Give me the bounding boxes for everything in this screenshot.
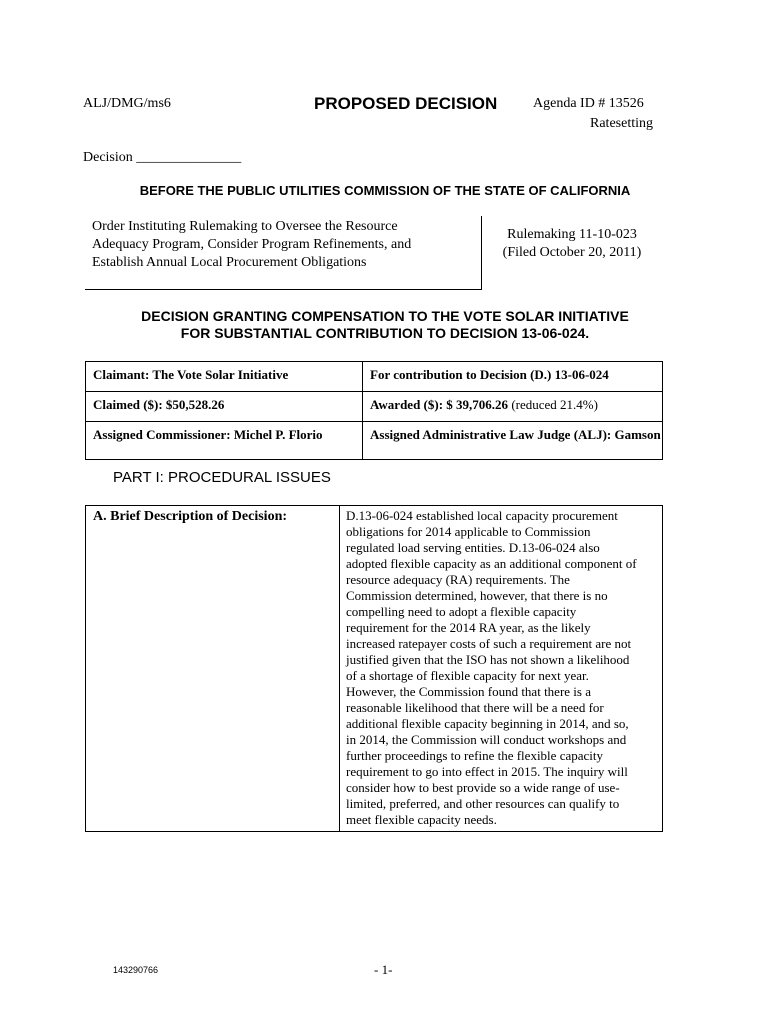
commission-heading: BEFORE THE PUBLIC UTILITIES COMMISSION OF THE STATE OF CALIFORNIA: [139, 183, 631, 198]
description-line: D.13-06-024 established local capacity procurement: [346, 508, 618, 523]
description-line: justified given that the ISO has not shown a likelihood: [346, 652, 630, 667]
decision-description-table: [85, 505, 663, 832]
claimant-cell: Claimant: The Vote Solar Initiative: [86, 362, 363, 392]
caption-rulemaking-number: [482, 226, 662, 262]
description-line: consider how to best provide so a wide range of use-: [346, 780, 620, 795]
description-line: resource adequacy (RA) requirements. The: [346, 572, 570, 587]
reduction-note: (reduced 21.4%): [508, 397, 598, 412]
commissioner-cell: Assigned Commissioner: Michel P. Florio: [86, 422, 363, 460]
footer-page-number: - 1-: [374, 962, 393, 977]
header-docket-code: ALJ/DMG/ms6: [83, 96, 171, 111]
alj-cell: Assigned Administrative Law Judge (ALJ): Gamson: [363, 422, 663, 460]
awarded-amount: Awarded ($): $ 39,706.26: [370, 397, 509, 412]
footer-document-number: 143290766: [113, 965, 159, 975]
description-line: requirement to go into effect in 2015. The inquiry will: [346, 764, 628, 779]
description-line: limited, preferred, and other resources can qualify to: [346, 796, 620, 811]
claimed-amount-cell: Claimed ($): $50,528.26: [86, 392, 363, 422]
description-line: increased ratepayer costs of such a requirement are not: [346, 636, 632, 651]
description-text: [340, 506, 663, 832]
description-line: compelling need to adopt a flexible capacity: [346, 604, 577, 619]
decision-title-line: FOR SUBSTANTIAL CONTRIBUTION TO DECISION 13-06-024.: [180, 325, 590, 341]
description-line: reasonable likelihood that there will be a need for: [346, 700, 604, 715]
decision-title-line: DECISION GRANTING COMPENSATION TO THE VOTE SOLAR INITIATIVE: [141, 308, 629, 324]
decision-number-line: Decision _______________: [83, 150, 242, 165]
awarded-amount-cell: [363, 392, 663, 422]
claim-summary-table: [85, 361, 663, 460]
description-label: A. Brief Description of Decision:: [86, 506, 340, 832]
description-line: further proceedings to refine the flexible capacity: [346, 748, 603, 763]
table-row: [86, 392, 663, 422]
description-line: regulated load serving entities. D.13-06-024 also: [346, 540, 600, 555]
description-line: obligations for 2014 applicable to Commission: [346, 524, 591, 539]
header-agenda-id: Agenda ID # 13526: [533, 96, 644, 111]
part-one-heading: PART I: PROCEDURAL ISSUES: [113, 469, 331, 486]
caption-horizontal-rule: [85, 289, 482, 290]
description-line: requirement for the 2014 RA year, as the likely: [346, 620, 591, 635]
table-row: [86, 362, 663, 392]
description-line: adopted flexible capacity as an additional component of: [346, 556, 637, 571]
table-row: [86, 422, 663, 460]
caption-line: Adequacy Program, Consider Program Refinements, and: [92, 237, 412, 252]
header-proceeding-type: Ratesetting: [590, 116, 653, 131]
header-title: PROPOSED DECISION: [314, 94, 498, 113]
description-line: meet flexible capacity needs.: [346, 812, 497, 827]
caption-proceeding-title: [92, 218, 462, 272]
caption-line: Order Instituting Rulemaking to Oversee the Resource: [92, 219, 398, 234]
description-line: additional flexible capacity beginning in 2014, and so,: [346, 716, 629, 731]
description-line: of a shortage of flexible capacity for next year.: [346, 668, 589, 683]
description-line: Commission determined, however, that there is no: [346, 588, 608, 603]
table-row: [86, 506, 663, 832]
caption-right-line: (Filed October 20, 2011): [502, 245, 642, 260]
contribution-cell: For contribution to Decision (D.) 13-06-024: [363, 362, 663, 392]
caption-right-line: Rulemaking 11-10-023: [507, 227, 637, 242]
description-line: in 2014, the Commission will conduct workshops and: [346, 732, 627, 747]
decision-title: [0, 308, 770, 342]
description-line: However, the Commission found that there is a: [346, 684, 591, 699]
caption-line: Establish Annual Local Procurement Obligations: [92, 255, 367, 270]
